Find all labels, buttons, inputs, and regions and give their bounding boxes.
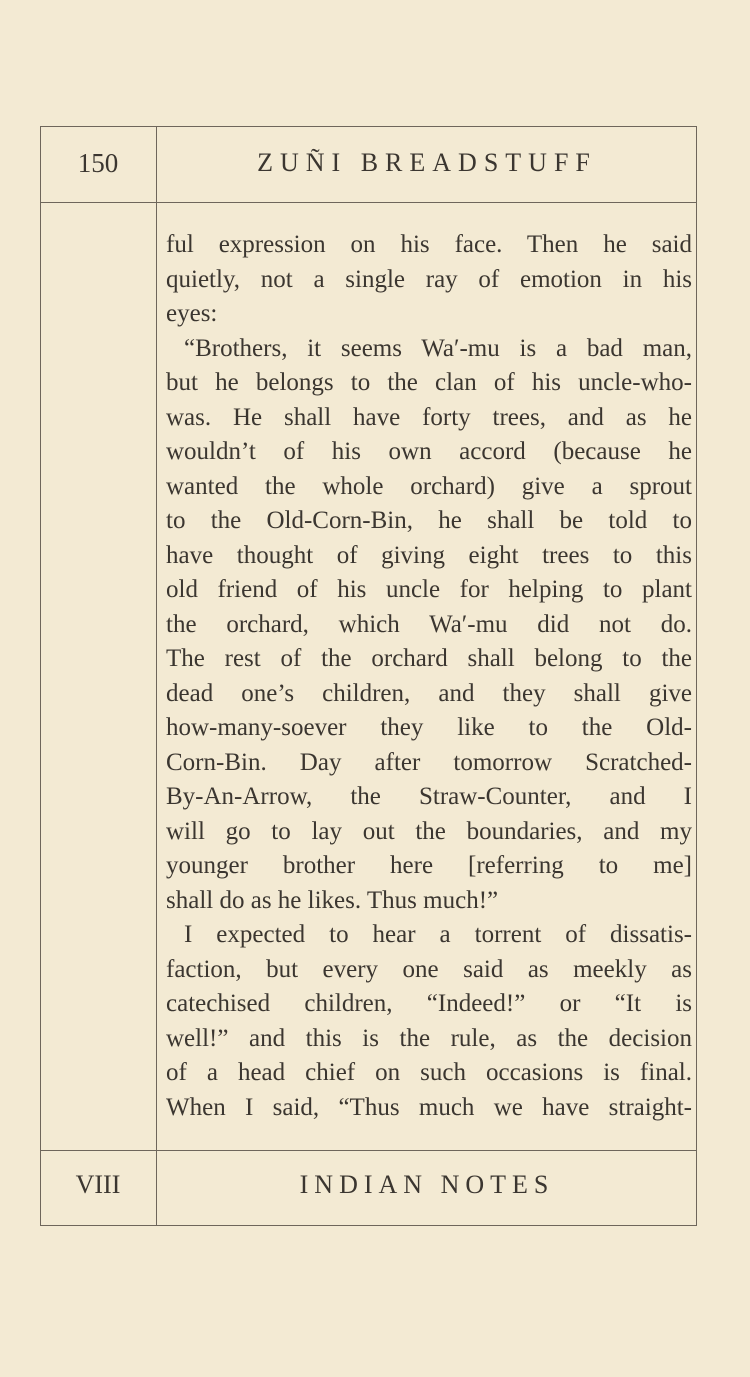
footer-signature: VIII bbox=[75, 1170, 121, 1199]
text-line: younger brother here [referring to me] bbox=[166, 852, 692, 879]
text-line: “Brothers, it seems Wa′-mu is a bad man, bbox=[184, 334, 692, 362]
text-line: the orchard, which Wa′-mu did not do. bbox=[166, 610, 692, 638]
text-line: to the Old-Corn-Bin, he shall be told to bbox=[166, 507, 692, 534]
text-line: catechised children, “Indeed!” or “It is bbox=[166, 990, 692, 1017]
text-line: old friend of his uncle for helping to plant bbox=[166, 576, 692, 603]
text-line: how-many-soever they like to the Old- bbox=[166, 714, 692, 741]
text-line: quietly, not a single ray of emotion in his bbox=[166, 265, 692, 293]
text-line: dead one’s children, and they shall give bbox=[166, 679, 692, 707]
text-line: but he belongs to the clan of his uncle-who- bbox=[166, 369, 692, 396]
text-line: By-An-Arrow, the Straw-Counter, and I bbox=[166, 783, 692, 810]
text-line: shall do as he likes. Thus much!” bbox=[166, 886, 499, 914]
text-line: of a head chief on such occasions is final. bbox=[166, 1059, 692, 1086]
text-line: eyes: bbox=[166, 300, 218, 327]
text-line: wouldn’t of his own accord (because he bbox=[166, 438, 692, 465]
running-title: ZUÑI BREADSTUFF bbox=[257, 148, 597, 177]
text-line: have thought of giving eight trees to this bbox=[166, 541, 692, 569]
header-divider bbox=[40, 202, 697, 203]
body-text bbox=[166, 228, 692, 1125]
text-line: well!” and this is the rule, as the decision bbox=[166, 1024, 692, 1052]
text-line: Corn-Bin. Day after tomorrow Scratched- bbox=[166, 748, 692, 776]
footer-series-title: INDIAN NOTES bbox=[299, 1170, 555, 1199]
page-number: 150 bbox=[77, 148, 119, 178]
text-line: ful expression on his face. Then he said bbox=[166, 231, 692, 258]
margin-divider bbox=[156, 126, 157, 1226]
text-line: was. He shall have forty trees, and as he bbox=[166, 403, 692, 431]
footer-divider bbox=[40, 1150, 697, 1151]
text-line: I expected to hear a torrent of dissatis- bbox=[184, 921, 692, 948]
text-line: The rest of the orchard shall belong to the bbox=[166, 645, 692, 672]
text-line: faction, but every one said as meekly as bbox=[166, 955, 692, 983]
text-line: When I said, “Thus much we have straight- bbox=[166, 1093, 692, 1121]
text-line: will go to lay out the boundaries, and my bbox=[166, 817, 692, 845]
text-line: wanted the whole orchard) give a sprout bbox=[166, 472, 692, 500]
